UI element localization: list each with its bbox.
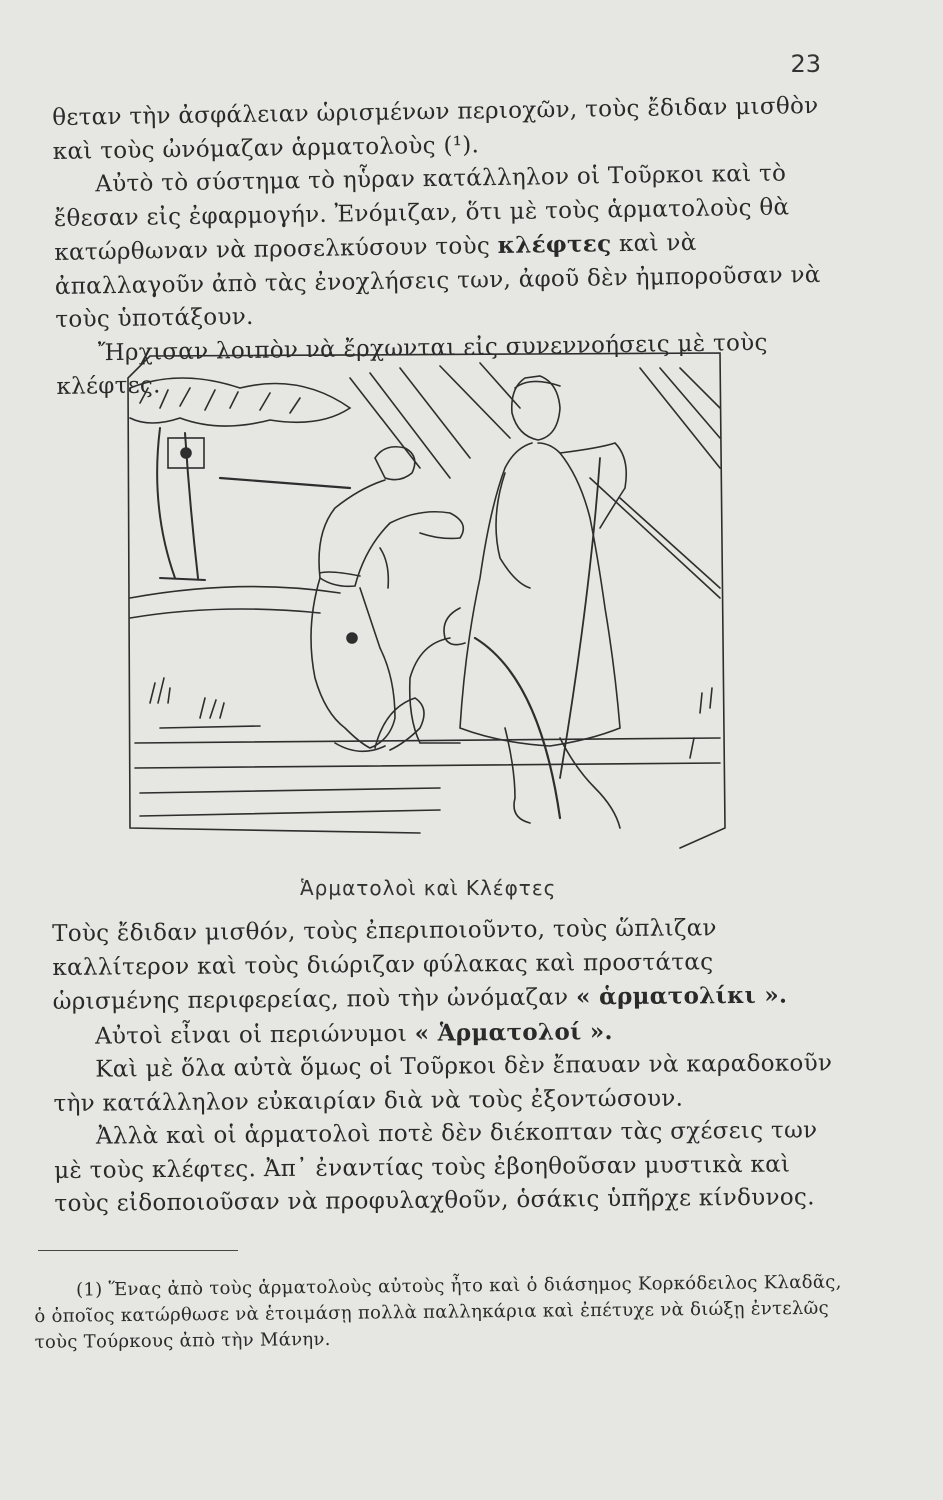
paragraph-3: Ἤρχισαν λοιπὸν νὰ ἔρχωνται εἰς συνεννοήσεις μὲ τοὺς κλέφτες. [56, 329, 768, 400]
bold-term-armatoloi: « Ἁρματολοί ». [414, 1017, 613, 1047]
illustration-caption: Ἁρματολοὶ καὶ Κλέφτες [300, 876, 557, 900]
paragraph-1: θεταν τὴν ἀσφάλειαν ὡρισμένων περιοχῶν, τοὺς ἔδιδαν μισθὸν καὶ τοὺς ὠνόμαζαν ἁρματολοὺς (¹). [52, 92, 819, 165]
paragraph-4 [52, 911, 843, 1019]
bottom-text [52, 911, 845, 1221]
bold-term-armatoliki: « ἁρματολίκι ». [575, 981, 788, 1011]
bold-term-klephtes: κλέφτες [497, 230, 612, 260]
paragraph-5-start: Αὐτοὶ εἶναι οἱ περιώνυμοι [94, 1020, 408, 1050]
footnote [34, 1270, 845, 1356]
paragraph-6: Καὶ μὲ ὅλα αὐτὰ ὅμως οἱ Τοῦρκοι δὲν ἔπαυαν νὰ καραδοκοῦν τὴν κατάλληλον εὐκαιρίαν διὰ νὰ τοὺς ἐξοντώσουν. [53, 1050, 833, 1117]
paragraph-4-start: Τοὺς ἔδιδαν μισθόν, τοὺς ἐπεριποιοῦντο, τοὺς ὥπλιζαν καλλίτερον καὶ τοὺς διώριζαν φύλακας καὶ προστάτας ὡρισμένης περιφερείας, ποὺ τὴν ὠνόμαζαν [52, 915, 717, 1015]
paragraph-2 [53, 157, 846, 338]
paragraph-2-start: Αὐτὸ τὸ σύστημα τὸ ηὗραν κατάλληλον οἱ Τοῦρκοι καὶ τὸ ἔθεσαν εἰς ἐφαρμογήν. Ἐνόμιζαν, ὅτι μὲ τοὺς ἁρματολοὺς θὰ κατώρθωναν νὰ προσελκύσουν τοὺς [53, 160, 790, 266]
illustration-armatoloi-and-klephts [120, 348, 730, 863]
page-number: 23 [790, 50, 821, 78]
footnote-divider [38, 1250, 238, 1251]
footnote-text: (1) Ἕνας ἀπὸ τοὺς ἁρματολοὺς αὐτοὺς ἦτο καὶ ὁ διάσημος Κορκόδειλος Κλαδᾶς, ὁ ὁποῖος κατώρθωσε νὰ ἑτοιμάσῃ πολλὰ παλληκάρια καὶ ἐπέτυχε νὰ διώξῃ ἐντελῶς τοὺς Τούρκους ἀπὸ τὴν Μάνην. [34, 1271, 842, 1353]
paragraph-2-end: καὶ νὰ ἀπαλλαγοῦν ἀπὸ τὰς ἐνοχλήσεις των, ἀφοῦ δὲν ἠμποροῦσαν νὰ τοὺς ὑποτάξουν. [54, 229, 821, 333]
paragraph-7: Ἀλλὰ καὶ οἱ ἁρματολοὶ ποτὲ δὲν διέκοπταν τὰς σχέσεις των μὲ τοὺς κλέφτες. Ἀπ᾽ ἐναντίας τοὺς ἐβοηθοῦσαν μυστικὰ καὶ τοὺς εἰδοποιοῦσαν νὰ προφυλαχθοῦν, ὁσάκις ὑπῆρχε κίνδυνος. [54, 1117, 818, 1217]
